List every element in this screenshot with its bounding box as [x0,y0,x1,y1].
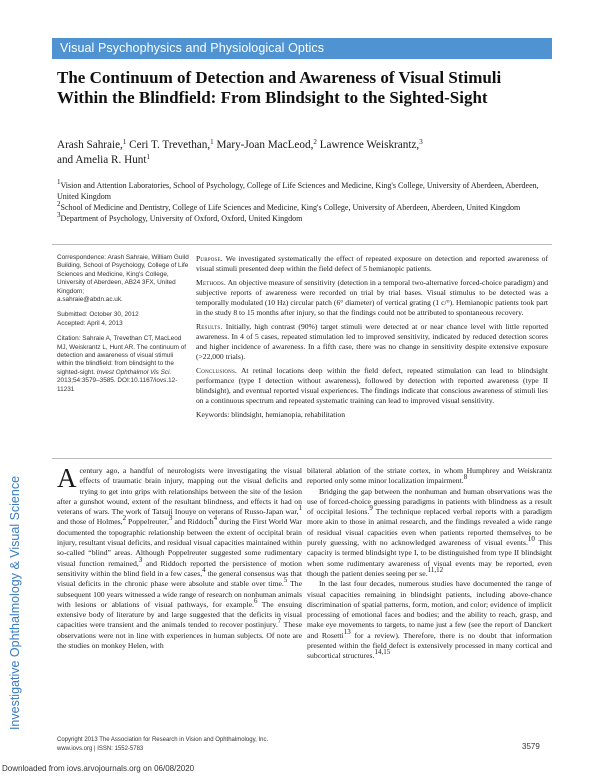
abstract-divider [52,458,552,459]
body-text: These observations were not in line with experiences in human subjects. Of note are the studies on monkey Helen, with [57,620,303,651]
ref-mark: 13 [343,627,351,636]
affiliation-text: Vision and Attention Laboratories, School of Psychology, College of Life Sciences and Medicine, King's College, University of Aberdeen, Aberdeen, United Kingdom [57,181,539,201]
affiliation-item [57,202,547,213]
correspondence-email[interactable]: a.sahraie@abdn.ac.uk. [57,296,123,304]
article-title: The Continuum of Detection and Awareness of Visual Stimuli Within the Blindfield: From Blindsight to the Sighted-Sight [57,68,502,107]
ref-mark: 6 [253,596,258,605]
affiliation-mark: 1 [57,178,61,186]
ref-mark: 4 [202,565,206,574]
correspondence-text: Correspondence: Arash Sahraie, William Guild Building, School of Psychology, College of Life Sciences and Medicine, King's College, University of Aberdeen, AB24 3FX, United Kingdom; [57,254,189,295]
citation-block [57,335,189,394]
body-text: the general consensus was that visual deficits in the chronic phase were absolute and stable over time. [57,568,302,589]
header-divider [52,244,552,245]
abstract-text: Initially, high contrast (90%) target stimuli were detected at or near chance level with little reported awareness. In 4 of 5 cases, repeated stimulation led to improved sensitivity, indicated by reduced detection scores and higher incidence of awareness. In a fifth case, there was no change in sensitivity despite extensive exposure (>22,000 trials). [196,322,548,361]
author-line-2 [57,153,527,168]
correspondence-block [57,254,189,304]
ref-mark: 3 [168,514,173,523]
abstract-text: An objective measure of sensitivity (detection in a temporal two-alternative forced-choice paradigm) and subjective reports of awareness were recorded on trial by trial bases. Visual stimulus to be detected was a temporally modulated (10 Hz) circular patch (6° [196,278,549,307]
body-column-left [57,463,303,651]
affiliation-text: Department of Psychology, University of Oxford, Oxford, United Kingdom [60,214,303,223]
abstract-results [196,322,548,362]
ref-mark: 4 [213,514,218,523]
body-text: and those of Holmes, [57,517,123,527]
abstract-methods [196,278,548,318]
ref-mark: 7 [277,617,282,626]
abstract-label: Purpose. [196,254,223,263]
submitted-date: Submitted: October 30, 2012 [57,311,139,319]
body-text: during the First World War documented the topographic relationship between the extent of occipital brain injury, resultant visual deficits, and residual visual capacities maintained within so-called “blind” areas. Although Poppelreuter suggested some rudimentary visual function remained, [57,517,302,568]
issn-text: www.iovs.org | ISSN: 1552-5783 [57,746,144,752]
journal-side-text: Investigative Ophthalmology & Visual Science [8,475,23,731]
abstract-label: Conclusions. [196,366,238,375]
abstract-text: We investigated systematically the effect of repeated exposure on detection and reported awareness of visual stimuli presented deep within the field defect of 5 hemianopic patients. [196,254,548,273]
author-affil-mark: 1 [146,153,150,161]
author-name: Lawrence Weiskrantz, [316,139,420,151]
body-text: In the last four decades, numerous studies have documented the range of visual capacities remaining in blindsight patients, including above-chance discrimination of spatial patterns, form, motion, and color; evidence of implicit processing of emotional faces and bodies; and the ability to reach, grasp, and make eye movements to targets, to name just a few (see the report of Danckert and Rosetti [307,579,552,640]
body-text: century ago, a handful of neurologists were investigating the visual effects of traumatic brain injury, mapping out the visual deficits and trying to get into grips with relationships between the site of the lesion after a gunshot wound, extent of the resultant blindness, and effects it had on veterans of wars. The work of Tatsuji Inouye on veterans of Russo-Japan war, [57,466,302,517]
body-text: for a review). Therefore, there is no doubt that information presented within the field defect is extensively processed in many cortical and subcortical structures. [307,630,552,661]
accepted-date: Accepted: April 4, 2013 [57,319,123,327]
affiliations [57,180,547,224]
body-paragraph [307,466,552,487]
body-column-right [307,466,552,662]
author-name: Mary-Joan MacLeod, [213,139,314,151]
ref-mark: 5 [283,576,288,585]
author-affil-mark: 1 [122,138,127,146]
author-name: Ceri T. Trevethan, [126,139,211,151]
author-line-1 [57,138,527,153]
author-affil-mark: 3 [419,138,423,146]
affiliation-item [57,180,547,202]
body-text: bilateral ablation of the striate cortex, in whom Humphrey and Weiskrantz reported only some minor localization impairment. [307,466,552,486]
ref-mark: 10 [527,535,535,544]
drop-cap: A [57,463,77,493]
body-text: and Riddoch reported the persistence of motion sensitivity within the blind field in a few cases, [57,558,302,578]
abstract-label: Results. [196,322,223,331]
ref-mark: 9 [369,504,373,513]
journal-side-label [4,458,26,748]
author-name: and Amelia R. Hunt [57,154,147,166]
affiliation-item [57,213,547,224]
affiliation-mark: 2 [57,200,61,208]
affiliation-text: School of Medicine and Dentistry, College of Life Sciences and Medicine, King's College, University of Aberdeen, Aberdeen, United Kingdom [60,203,521,212]
download-notice: Downloaded from iovs.arvojournals.org on 06/08/2020 [2,764,195,773]
abstract-text: At retinal locations deep within the field defect, repeated stimulation can lead to blindsight performance (type I detection without awareness), followed by detection with reported awareness (type II blindsight), and eventual reported visual experiences. The findings indicate that conscious awareness of stimuli lies on a continuous spectrum and repeated systematic training can lead to improved visual sensitivity. [196,366,548,405]
citation-text: Citation: Sahraie A, Trevethan CT, MacLeod MJ, Weiskrantz L, Hunt AR. The continuum of detection and awareness of visual stimuli within the blindfield: from blindsight to the sighted-sight. [57,335,187,376]
author-affil-mark: 2 [313,138,317,146]
body-text: The ensuing extensive body of literature by and large suggested that the deficits in visual capacities were transient and the animals tended to recover postinjury. [57,599,302,630]
citation-journal: Invest Ophthalmol Vis Sci. [96,368,172,376]
author-list [57,138,527,168]
abstract-text: diameter) of vertical grating (1 c/°). Hemianopic patients took part in the study 8 to 15 months after injury, so that the findings could not be attributed to spontaneous recovery. [196,298,549,317]
ref-mark: 14,15 [374,648,391,657]
abstract-purpose [196,254,548,274]
copyright-text: Copyright 2013 The Association for Research in Vision and Ophthalmology, Inc. [57,737,269,743]
body-text: The technique replaced verbal reports with a paradigm more akin to those in animal research, and the findings revealed a wide range of residual visual capacities even when patients reported themselves to be purely guessing, with no acknowledged awareness of visual events. [307,507,552,548]
abstract [196,254,548,424]
article-sidebar [57,254,189,401]
ref-mark: 8 [463,473,468,482]
body-paragraph [57,463,303,651]
dates-block [57,311,189,328]
abstract-conclusions [196,366,548,406]
abstract-label: Methods. [196,278,226,287]
body-paragraph [307,487,552,580]
body-text: Poppelreuter, [126,517,169,527]
keywords: Keywords: blindsight, hemianopia, rehabilitation [196,410,346,419]
ref-mark: 1 [298,504,302,513]
citation-doi: 2013;54:3579–3585. DOI:10.1167/iovs.12-11231 [57,377,178,393]
page-number: 3579 [522,742,540,751]
body-text: This capacity is termed blindsight type I, to be distinguished from type II blindsight when some rudimentary awareness of visual events may be reported, even though the patient denies seeing per se. [307,538,552,578]
affiliation-mark: 3 [57,211,61,219]
body-text: The subsequent 100 years witnessed a wide range of research on nonhuman animals with lesions or ablations of visual pathways, for example. [57,579,302,609]
ref-mark: 11,12 [427,565,444,574]
body-text: and Riddoch [172,517,214,527]
footer-copyright [57,736,357,754]
author-name: Arash Sahraie, [57,139,123,151]
body-text: Bridging the gap between the nonhuman and human observations was the use of forced-choice guessing paradigms in patients with blindness as a result of occipital lesions. [307,486,552,517]
author-affil-mark: 1 [210,138,214,146]
ref-mark: 3 [138,555,143,564]
ref-mark: 2 [122,514,127,523]
body-paragraph [307,579,552,661]
section-banner: Visual Psychophysics and Physiological Optics [52,38,552,59]
